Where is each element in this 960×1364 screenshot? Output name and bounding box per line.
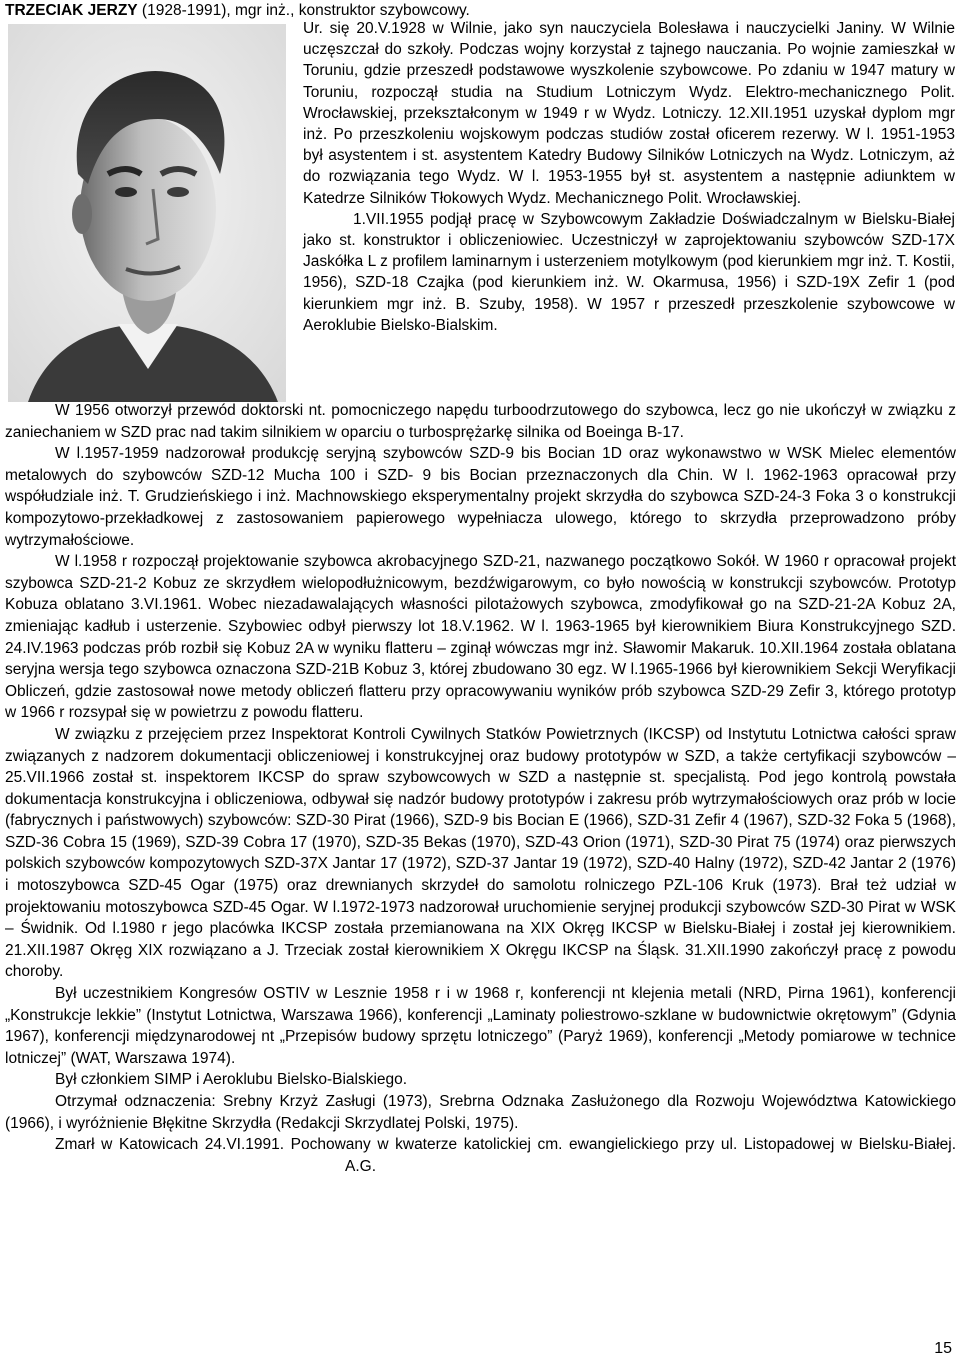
bio-paragraph: W l.1957-1959 nadzorował produkcję seryjną szybowców SZD-9 bis Bocian 1D oraz wykonawstwo w WSK Mielec elementów metalowych do szybowców SZD-12 Mucha 100 i SZD- 9 bis Bocian przeznaczonych dla Chin. W l. 1962-1963 opracował przy współudziale inż. T. Grudzieńskiego i inż. Machnowskiego eksperymentalny projekt skrzydła do szybowca SZD-24-3 Foka 3 o konstrukcji kompozytowo-przekładkowej z zastosowaniem papierowego wypełniacza ulowego, którego to skrzydła przeprowadzono próby wytrzymałościowe. — [5, 445, 956, 549]
bio-paragraph: Ur. się 20.V.1928 w Wilnie, jako syn nauczyciela Bolesława i nauczycielki Janiny. W Wilnie uczęszczał do szkoły. Podczas wojny korzystał z tajnego nauczania. Po wojnie zamieszkał w Toruniu, gdzie przeszedł podstawowe wyszkolenie szybowcowe. Po zdaniu w 1947 matury w Toruniu, rozpoczął studia na Studium Lotniczym Wydz. Elektro-mechanicznego Polit. Wrocławskiej, przekształconym w 1949 r w Wydz. Lotniczy. 12.XII.1951 uzyskał dyplom mgr inż. Po przeszkoleniu wojskowym podczas studiów został oficerem rezerwy. W l. 1951-1953 był asystentem i st. asystentem Katedry Budowy Silników Lotniczych na Wydz. Lotniczym, aż do rozwiązania tego Wydz. W l. 1953-1955 był st. asystentem a następnie adiunktem w Katedrze Silników Tłokowych Wydz. Mechanicznego Polit. Wrocławskiej. — [303, 20, 955, 207]
bio-paragraph: W 1956 otworzył przewód doktorski nt. pomocniczego napędu turboodrzutowego do szybowca, lecz go nie ukończył w związku z zaniechaniem w SZD prac nad takim silnikiem w oparciu o turbosprężarkę silnika od Boeinga B-17. — [5, 402, 956, 441]
main-text-column — [5, 400, 956, 1177]
portrait-photo — [8, 24, 286, 402]
bio-paragraph: 1.VII.1955 podjął pracę w Szybowcowym Zakładzie Doświadczalnym w Bielsku-Białej jako st. konstruktor i obliczeniowiec. Uczestniczył w zaprojektowaniu szybowców SZD-17X Jaskółka L z profilem laminarnym i usterzeniem motylkowym (pod kierunkiem mgr inż. T. Kostii, 1956), SZD-18 Czajka (pod kierunkiem inż. W. Okarmusa, 1956) i SZD-19X Zefir 1 (pod kierunkiem mgr inż. B. Szuby, 1958). W 1957 r przeszedł przeszkolenie szybowcowe w Aeroklubie Bielsko-Bialskim. — [303, 210, 955, 334]
author-initials: A.G. — [345, 1157, 377, 1175]
entry-title-rest: (1928-1991), mgr inż., konstruktor szybowcowy. — [137, 2, 470, 19]
bio-paragraph: W związku z przejęciem przez Inspektorat Kontroli Cywilnych Statków Powietrznych (IKCSP) od Instytutu Lotnictwa całości spraw związanych z nadzorem dokumentacji obliczeniowej i konstrukcyjnej oraz budowy prototypów w SZD, a także certyfikacji szybowców – 25.VII.1966 został st. inspektorem IKCSP do spraw szybowcowych w SZD a następnie st. specjalistą. Pod jego kontrolą powstała dokumentacja konstrukcyjna i obliczeniowa, odbywał się nadzór budowy prototypów i zakresu prób wytrzymałościowych oraz prób w locie (fabrycznych i państwowych) szybowców: SZD-30 Pirat (1966), SZD-9 bis Bocian E (1966), SZD-31 Zefir 4 (1967), SZD-32 Foka 5 (1968), SZD-36 Cobra 15 (1969), SZD-39 Cobra 17 (1970), SZD-35 Bekas (1970), SZD-43 Orion (1971), SZD-30 Pirat 75 (1974) oraz pierwszych polskich szybowców kompozytowych SZD-37X Jantar 17 (1972), SZD-37 Jantar 19 (1972), SZD-40 Halny (1972), SZD-42 Jantar 2 (1976) i motoszybowca SZD-45 Ogar (1975) oraz drewnianych skrzydeł do samolotu rolniczego PZL-106 Kruk (1973). Brał też udział w projektowaniu motoszybowca SZD-45 Ogar. W l.1972-1973 nadzorował uruchomienie seryjnej produkcji szybowców SZD-30 Pirat w WSK – Świdnik. Od l.1980 r jego placówka IKCSP została przemianowana na XIX Okręg IKCSP w Bielsku-Białej i został jej kierownikiem. 21.XII.1987 Okręg XIX rozwiązano a J. Trzeciak został kierownikiem X Okręgu IKCSP na Śląsk. 31.XII.1990 zakończył pracę z powodu choroby. — [5, 725, 956, 981]
page-number: 15 — [934, 1340, 952, 1357]
entry-name: TRZECIAK JERZY — [5, 2, 138, 19]
bio-paragraph: W l.1958 r rozpoczął projektowanie szybowca akrobacyjnego SZD-21, nazwanego początkowo Sokół. W 1960 r opracował projekt szybowca SZD-21-2 Kobuz ze skrzydłem wielopodłużnicowym, bezdźwigarowym, co było nowością w konstrukcji szybowców. Prototyp Kobuza oblatano 3.VI.1961. Wobec niezadawalających własności pilotażowych szybowca, zmodyfikował go na SZD-21-2A Kobuz 2A, zmieniając kadłub i usterzenie. Szybowiec odbył pierwszy lot 18.V.1962. W l. 1963-1965 był kierownikiem Biura Konstrukcyjnego SZD. 24.IV.1963 podczas prób rozbił się Kobuz 2A w wyniku flatteru – zginął wówczas mgr inż. Sławomir Makaruk. 10.XII.1964 została oblatana seryjna wersja tego szybowca oznaczona SZD-21B Kobuz 3, której zbudowano 30 egz. W l.1965-1966 był kierownikiem Sekcji Weryfikacji Obliczeń, gdzie zastosował nowe metody obliczeń flatteru przy opracowywaniu wyników prób szybowca SZD-29 Zefir 3, którego prototyp w 1966 r rozsypał się w powietrzu z powodu flatteru. — [5, 553, 956, 722]
bio-paragraph: Otrzymał odznaczenia: Srebny Krzyż Zasługi (1973), Srebrna Odznaka Zasłużonego dla Rozwoju Województwa Katowickiego (1966), i wyróżnienie Błękitne Skrzydła (Redakcji Skrzydlatej Polski, 1975). — [5, 1093, 956, 1132]
bio-paragraph: Był uczestnikiem Kongresów OSTIV w Lesznie 1958 r i w 1968 r, konferencji nt klejenia metali (NRD, Pirna 1961), konferencji „Konstrukcje lekkie” (Instytut Lotnictwa, Warszawa 1966), konferencji „Laminaty poliestrowo-szklane w budownictwie okrętowym” (Gdynia 1967), konferencji międzynarodowej nt „Przepisów budowy sprzętu lotniczego” (Paryż 1969), konferencji „Metody pomiarowe w technice lotniczej” (WAT, Warszawa 1974). — [5, 985, 956, 1067]
closing-text: Zmarł w Katowicach 24.VI.1991. Pochowany w kwaterze katolickiej cm. ewangielickiego przy ul. Listopadowej w Bielsku-Białej. — [55, 1136, 956, 1154]
closing-paragraph — [5, 1134, 956, 1177]
side-text-column — [303, 18, 955, 336]
bio-paragraph: Był członkiem SIMP i Aeroklubu Bielsko-Bialskiego. — [55, 1071, 408, 1089]
